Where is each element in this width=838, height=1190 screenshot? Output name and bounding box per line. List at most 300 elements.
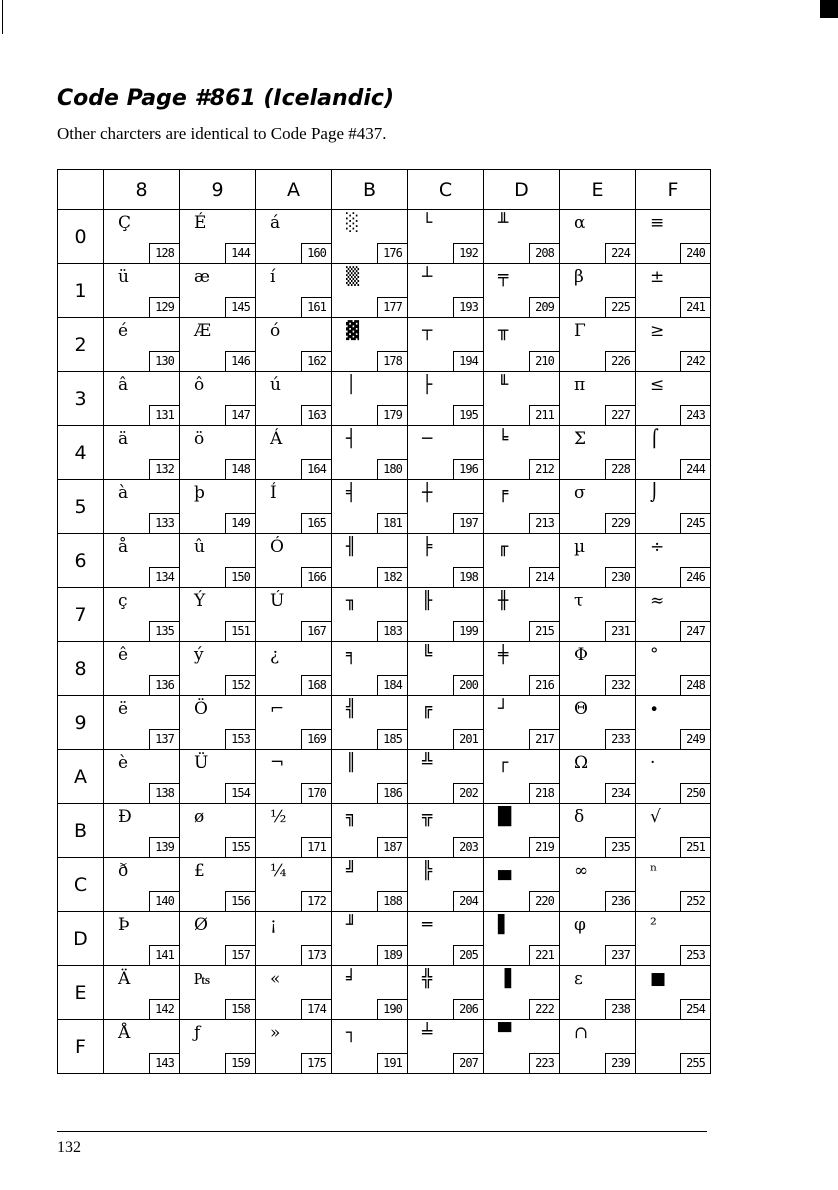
character-cell [256, 588, 332, 642]
character-glyph: ▒ [346, 267, 360, 287]
character-cell [636, 534, 711, 588]
character-cell [180, 804, 256, 858]
character-glyph: ± [650, 267, 665, 287]
character-cell [560, 858, 636, 912]
character-glyph: ┴ [422, 267, 433, 287]
character-glyph: ┼ [422, 483, 433, 503]
character-cell [484, 858, 560, 912]
row-header: 8 [58, 642, 104, 696]
character-code: 180 [377, 459, 408, 480]
character-cell [332, 912, 408, 966]
row-header: 9 [58, 696, 104, 750]
character-glyph: ä [118, 429, 129, 449]
character-code: 179 [377, 405, 408, 426]
character-cell [180, 318, 256, 372]
character-code: 138 [149, 783, 180, 804]
character-cell [180, 480, 256, 534]
character-code: 211 [529, 405, 560, 426]
character-code: 153 [225, 729, 256, 750]
character-code: 242 [680, 351, 711, 372]
character-code: 163 [301, 405, 332, 426]
character-code: 139 [149, 837, 180, 858]
table-row [58, 318, 711, 372]
character-code: 243 [680, 405, 711, 426]
character-glyph: ¬ [270, 753, 285, 773]
character-code: 128 [149, 243, 180, 264]
character-code: 214 [529, 567, 560, 588]
page-subtitle: Other charcters are identical to Code Page #437. [57, 124, 387, 143]
character-glyph: ╠ [422, 861, 433, 881]
character-code: 224 [605, 243, 636, 264]
character-cell [180, 372, 256, 426]
character-cell [560, 696, 636, 750]
character-cell [104, 588, 180, 642]
character-glyph: ≈ [650, 591, 665, 611]
character-glyph: ╚ [422, 645, 433, 665]
character-code: 145 [225, 297, 256, 318]
character-glyph: β [574, 267, 584, 287]
column-header: 9 [180, 170, 256, 210]
character-cell [408, 264, 484, 318]
row-header: A [58, 750, 104, 804]
character-glyph: Γ [574, 321, 586, 341]
character-cell [180, 858, 256, 912]
character-code: 201 [453, 729, 484, 750]
character-code: 190 [377, 999, 408, 1020]
character-glyph: ╩ [422, 753, 433, 773]
character-glyph: ┬ [422, 321, 433, 341]
character-glyph: ö [194, 429, 205, 449]
character-code: 251 [680, 837, 711, 858]
character-cell [636, 804, 711, 858]
table-row [58, 642, 711, 696]
row-header: 3 [58, 372, 104, 426]
character-code: 164 [301, 459, 332, 480]
character-code: 219 [529, 837, 560, 858]
character-code: 136 [149, 675, 180, 696]
character-cell [332, 480, 408, 534]
page-number: 132 [57, 1139, 81, 1156]
character-glyph: ¼ [270, 861, 287, 881]
character-code: 158 [225, 999, 256, 1020]
character-code: 161 [301, 297, 332, 318]
character-code: 212 [529, 459, 560, 480]
character-glyph: ░ [346, 213, 360, 233]
character-code: 184 [377, 675, 408, 696]
character-cell [560, 966, 636, 1020]
character-cell [636, 642, 711, 696]
character-code: 189 [377, 945, 408, 966]
character-code: 160 [301, 243, 332, 264]
character-code: 185 [377, 729, 408, 750]
character-cell [636, 372, 711, 426]
character-glyph: µ [574, 537, 586, 557]
table-row [58, 210, 711, 264]
character-glyph: ╙ [498, 375, 509, 395]
column-header: B [332, 170, 408, 210]
character-code: 241 [680, 297, 711, 318]
character-glyph: ═ [422, 915, 433, 935]
character-glyph: û [194, 537, 205, 557]
character-glyph: Ü [194, 753, 209, 773]
character-glyph: ∩ [574, 1023, 589, 1043]
character-cell [560, 372, 636, 426]
character-code: 147 [225, 405, 256, 426]
column-header: E [560, 170, 636, 210]
table-row [58, 264, 711, 318]
character-cell [256, 264, 332, 318]
character-code: 191 [377, 1053, 408, 1074]
character-code: 148 [225, 459, 256, 480]
character-code: 198 [453, 567, 484, 588]
character-glyph: ╟ [422, 591, 433, 611]
character-code: 210 [529, 351, 560, 372]
character-cell [408, 912, 484, 966]
character-code: 183 [377, 621, 408, 642]
character-glyph: ┐ [346, 1023, 357, 1043]
character-cell [560, 210, 636, 264]
character-glyph: α [574, 213, 586, 233]
character-code: 218 [529, 783, 560, 804]
character-code: 247 [680, 621, 711, 642]
table-row [58, 1020, 711, 1074]
character-cell [636, 966, 711, 1020]
character-cell [560, 642, 636, 696]
character-cell [256, 642, 332, 696]
row-header: 2 [58, 318, 104, 372]
character-cell [256, 804, 332, 858]
character-cell [408, 318, 484, 372]
character-cell [180, 912, 256, 966]
character-cell [256, 966, 332, 1020]
character-cell [408, 480, 484, 534]
character-code: 233 [605, 729, 636, 750]
character-glyph: ⌡ [650, 483, 659, 503]
character-code: 137 [149, 729, 180, 750]
character-code: 228 [605, 459, 636, 480]
character-cell [180, 426, 256, 480]
character-glyph: Ú [270, 591, 285, 611]
character-code: 225 [605, 297, 636, 318]
character-cell [104, 264, 180, 318]
character-glyph: ╫ [498, 591, 509, 611]
character-cell [104, 318, 180, 372]
character-glyph: ┘ [498, 699, 509, 719]
character-code: 188 [377, 891, 408, 912]
row-header: 4 [58, 426, 104, 480]
character-glyph: á [270, 213, 281, 233]
character-code: 159 [225, 1053, 256, 1074]
character-cell [636, 750, 711, 804]
page-title: Code Page #861 (Icelandic) [57, 86, 395, 111]
character-code: 205 [453, 945, 484, 966]
character-glyph: ð [118, 861, 129, 881]
character-code: 143 [149, 1053, 180, 1074]
character-cell [104, 858, 180, 912]
character-glyph: í [270, 267, 276, 287]
character-code: 235 [605, 837, 636, 858]
character-glyph: ▓ [346, 321, 360, 341]
character-cell [104, 696, 180, 750]
character-code: 173 [301, 945, 332, 966]
character-glyph: Ö [194, 699, 208, 719]
row-header: 6 [58, 534, 104, 588]
character-glyph: Φ [574, 645, 588, 665]
character-glyph: ╨ [498, 213, 509, 233]
character-cell [256, 912, 332, 966]
table-row [58, 858, 711, 912]
character-cell [332, 642, 408, 696]
character-cell [560, 804, 636, 858]
character-glyph: « [270, 969, 281, 989]
character-cell [408, 534, 484, 588]
character-cell [484, 750, 560, 804]
character-code: 172 [301, 891, 332, 912]
character-code: 230 [605, 567, 636, 588]
table-row [58, 588, 711, 642]
character-cell [180, 696, 256, 750]
character-code: 239 [605, 1053, 636, 1074]
character-cell [408, 426, 484, 480]
character-cell [408, 750, 484, 804]
corner-header-cell [58, 170, 104, 210]
character-cell [256, 318, 332, 372]
character-code: 209 [529, 297, 560, 318]
character-cell [332, 750, 408, 804]
character-cell [484, 1020, 560, 1074]
character-glyph: ╛ [346, 969, 357, 989]
character-glyph: ε [574, 969, 583, 989]
character-cell [636, 480, 711, 534]
character-glyph: ² [650, 915, 657, 935]
character-cell [104, 966, 180, 1020]
character-code: 144 [225, 243, 256, 264]
character-glyph: δ [574, 807, 585, 827]
character-glyph: ■ [650, 969, 667, 989]
character-cell [484, 534, 560, 588]
character-cell [636, 912, 711, 966]
character-glyph: ╞ [422, 537, 433, 557]
character-code: 167 [301, 621, 332, 642]
character-glyph: ô [194, 375, 205, 395]
character-glyph: Ω [574, 753, 589, 773]
table-row [58, 804, 711, 858]
character-glyph: ≥ [650, 321, 665, 341]
character-code: 232 [605, 675, 636, 696]
character-cell [256, 372, 332, 426]
table-row [58, 696, 711, 750]
character-code: 146 [225, 351, 256, 372]
character-cell [256, 480, 332, 534]
character-code: 166 [301, 567, 332, 588]
character-code: 234 [605, 783, 636, 804]
character-code: 229 [605, 513, 636, 534]
character-glyph: å [118, 537, 129, 557]
row-header: B [58, 804, 104, 858]
character-code: 199 [453, 621, 484, 642]
character-glyph: │ [346, 375, 357, 395]
character-cell [256, 696, 332, 750]
character-glyph: ╢ [346, 537, 357, 557]
character-glyph: ╗ [346, 807, 357, 827]
row-header: C [58, 858, 104, 912]
character-code: 220 [529, 891, 560, 912]
character-glyph: Ä [118, 969, 131, 989]
character-code: 162 [301, 351, 332, 372]
character-code: 215 [529, 621, 560, 642]
character-glyph: ø [194, 807, 205, 827]
scan-edge-mark [2, 0, 3, 34]
character-cell [104, 804, 180, 858]
character-cell [560, 480, 636, 534]
character-glyph: π [574, 375, 586, 395]
character-glyph: ╖ [346, 591, 357, 611]
character-glyph: Í [270, 483, 277, 503]
character-glyph: » [270, 1023, 281, 1043]
character-code: 193 [453, 297, 484, 318]
character-code: 186 [377, 783, 408, 804]
character-cell [636, 858, 711, 912]
character-code: 129 [149, 297, 180, 318]
character-code: 222 [529, 999, 560, 1020]
column-header: 8 [104, 170, 180, 210]
character-code: 203 [453, 837, 484, 858]
character-cell [408, 804, 484, 858]
character-glyph: ╤ [498, 267, 509, 287]
character-cell [180, 264, 256, 318]
character-code: 132 [149, 459, 180, 480]
character-glyph: ¡ [270, 915, 277, 935]
character-code: 223 [529, 1053, 560, 1074]
character-code: 175 [301, 1053, 332, 1074]
row-header: F [58, 1020, 104, 1074]
character-cell [636, 696, 711, 750]
character-code: 244 [680, 459, 711, 480]
table-row [58, 750, 711, 804]
character-cell [484, 210, 560, 264]
character-code: 174 [301, 999, 332, 1020]
character-code: 141 [149, 945, 180, 966]
character-code: 152 [225, 675, 256, 696]
character-code: 157 [225, 945, 256, 966]
character-cell [636, 1020, 711, 1074]
character-code: 181 [377, 513, 408, 534]
character-glyph: þ [194, 483, 205, 503]
character-cell [180, 534, 256, 588]
column-header: D [484, 170, 560, 210]
character-code: 250 [680, 783, 711, 804]
character-glyph: ─ [422, 429, 433, 449]
row-header: D [58, 912, 104, 966]
character-code: 227 [605, 405, 636, 426]
character-glyph: ⁿ [650, 861, 658, 881]
character-cell [180, 642, 256, 696]
character-cell [484, 426, 560, 480]
character-glyph: ë [118, 699, 129, 719]
character-glyph: è [118, 753, 129, 773]
character-cell [636, 210, 711, 264]
character-code: 151 [225, 621, 256, 642]
character-code: 133 [149, 513, 180, 534]
character-glyph: à [118, 483, 129, 503]
character-glyph: ó [270, 321, 281, 341]
character-cell [256, 210, 332, 264]
character-glyph: ° [650, 645, 659, 665]
character-code: 140 [149, 891, 180, 912]
character-code: 131 [149, 405, 180, 426]
character-glyph: ü [118, 267, 129, 287]
character-cell [104, 750, 180, 804]
character-glyph: · [650, 753, 656, 773]
character-cell [560, 318, 636, 372]
character-glyph: φ [574, 915, 586, 935]
character-glyph: ╓ [498, 537, 509, 557]
column-header: F [636, 170, 711, 210]
character-code: 149 [225, 513, 256, 534]
character-code: 216 [529, 675, 560, 696]
character-glyph: Σ [574, 429, 587, 449]
character-code: 142 [149, 999, 180, 1020]
character-code: 195 [453, 405, 484, 426]
character-code: 177 [377, 297, 408, 318]
character-glyph: ╧ [422, 1023, 433, 1043]
character-glyph: █ [498, 807, 512, 827]
character-cell [484, 318, 560, 372]
table-row [58, 966, 711, 1020]
character-cell [104, 912, 180, 966]
character-code: 197 [453, 513, 484, 534]
character-cell [408, 1020, 484, 1074]
character-glyph: ║ [346, 753, 357, 773]
character-cell [180, 1020, 256, 1074]
character-glyph: ê [118, 645, 129, 665]
character-glyph: ⌠ [650, 429, 659, 449]
row-header: E [58, 966, 104, 1020]
character-code: 168 [301, 675, 332, 696]
character-cell [332, 264, 408, 318]
character-code: 170 [301, 783, 332, 804]
character-code: 196 [453, 459, 484, 480]
character-glyph: τ [574, 591, 584, 611]
character-code: 192 [453, 243, 484, 264]
corner-registration-mark [820, 0, 838, 18]
character-code: 246 [680, 567, 711, 588]
character-code: 231 [605, 621, 636, 642]
code-page-body [58, 210, 711, 1074]
character-cell [180, 966, 256, 1020]
character-glyph: ╔ [422, 699, 433, 719]
character-cell [560, 912, 636, 966]
character-code: 182 [377, 567, 408, 588]
character-code: 171 [301, 837, 332, 858]
character-cell [104, 480, 180, 534]
character-glyph: ┤ [346, 429, 357, 449]
character-glyph: ╦ [422, 807, 433, 827]
character-glyph: ₧ [194, 969, 211, 989]
character-code: 249 [680, 729, 711, 750]
character-glyph: Á [270, 429, 283, 449]
character-glyph: ╥ [498, 321, 509, 341]
character-glyph: ╘ [498, 429, 509, 449]
character-glyph: √ [650, 807, 661, 827]
character-glyph: Ó [270, 537, 284, 557]
character-cell [560, 750, 636, 804]
character-cell [560, 534, 636, 588]
character-code: 206 [453, 999, 484, 1020]
character-cell [180, 588, 256, 642]
character-code: 169 [301, 729, 332, 750]
character-glyph: ▄ [498, 861, 512, 881]
